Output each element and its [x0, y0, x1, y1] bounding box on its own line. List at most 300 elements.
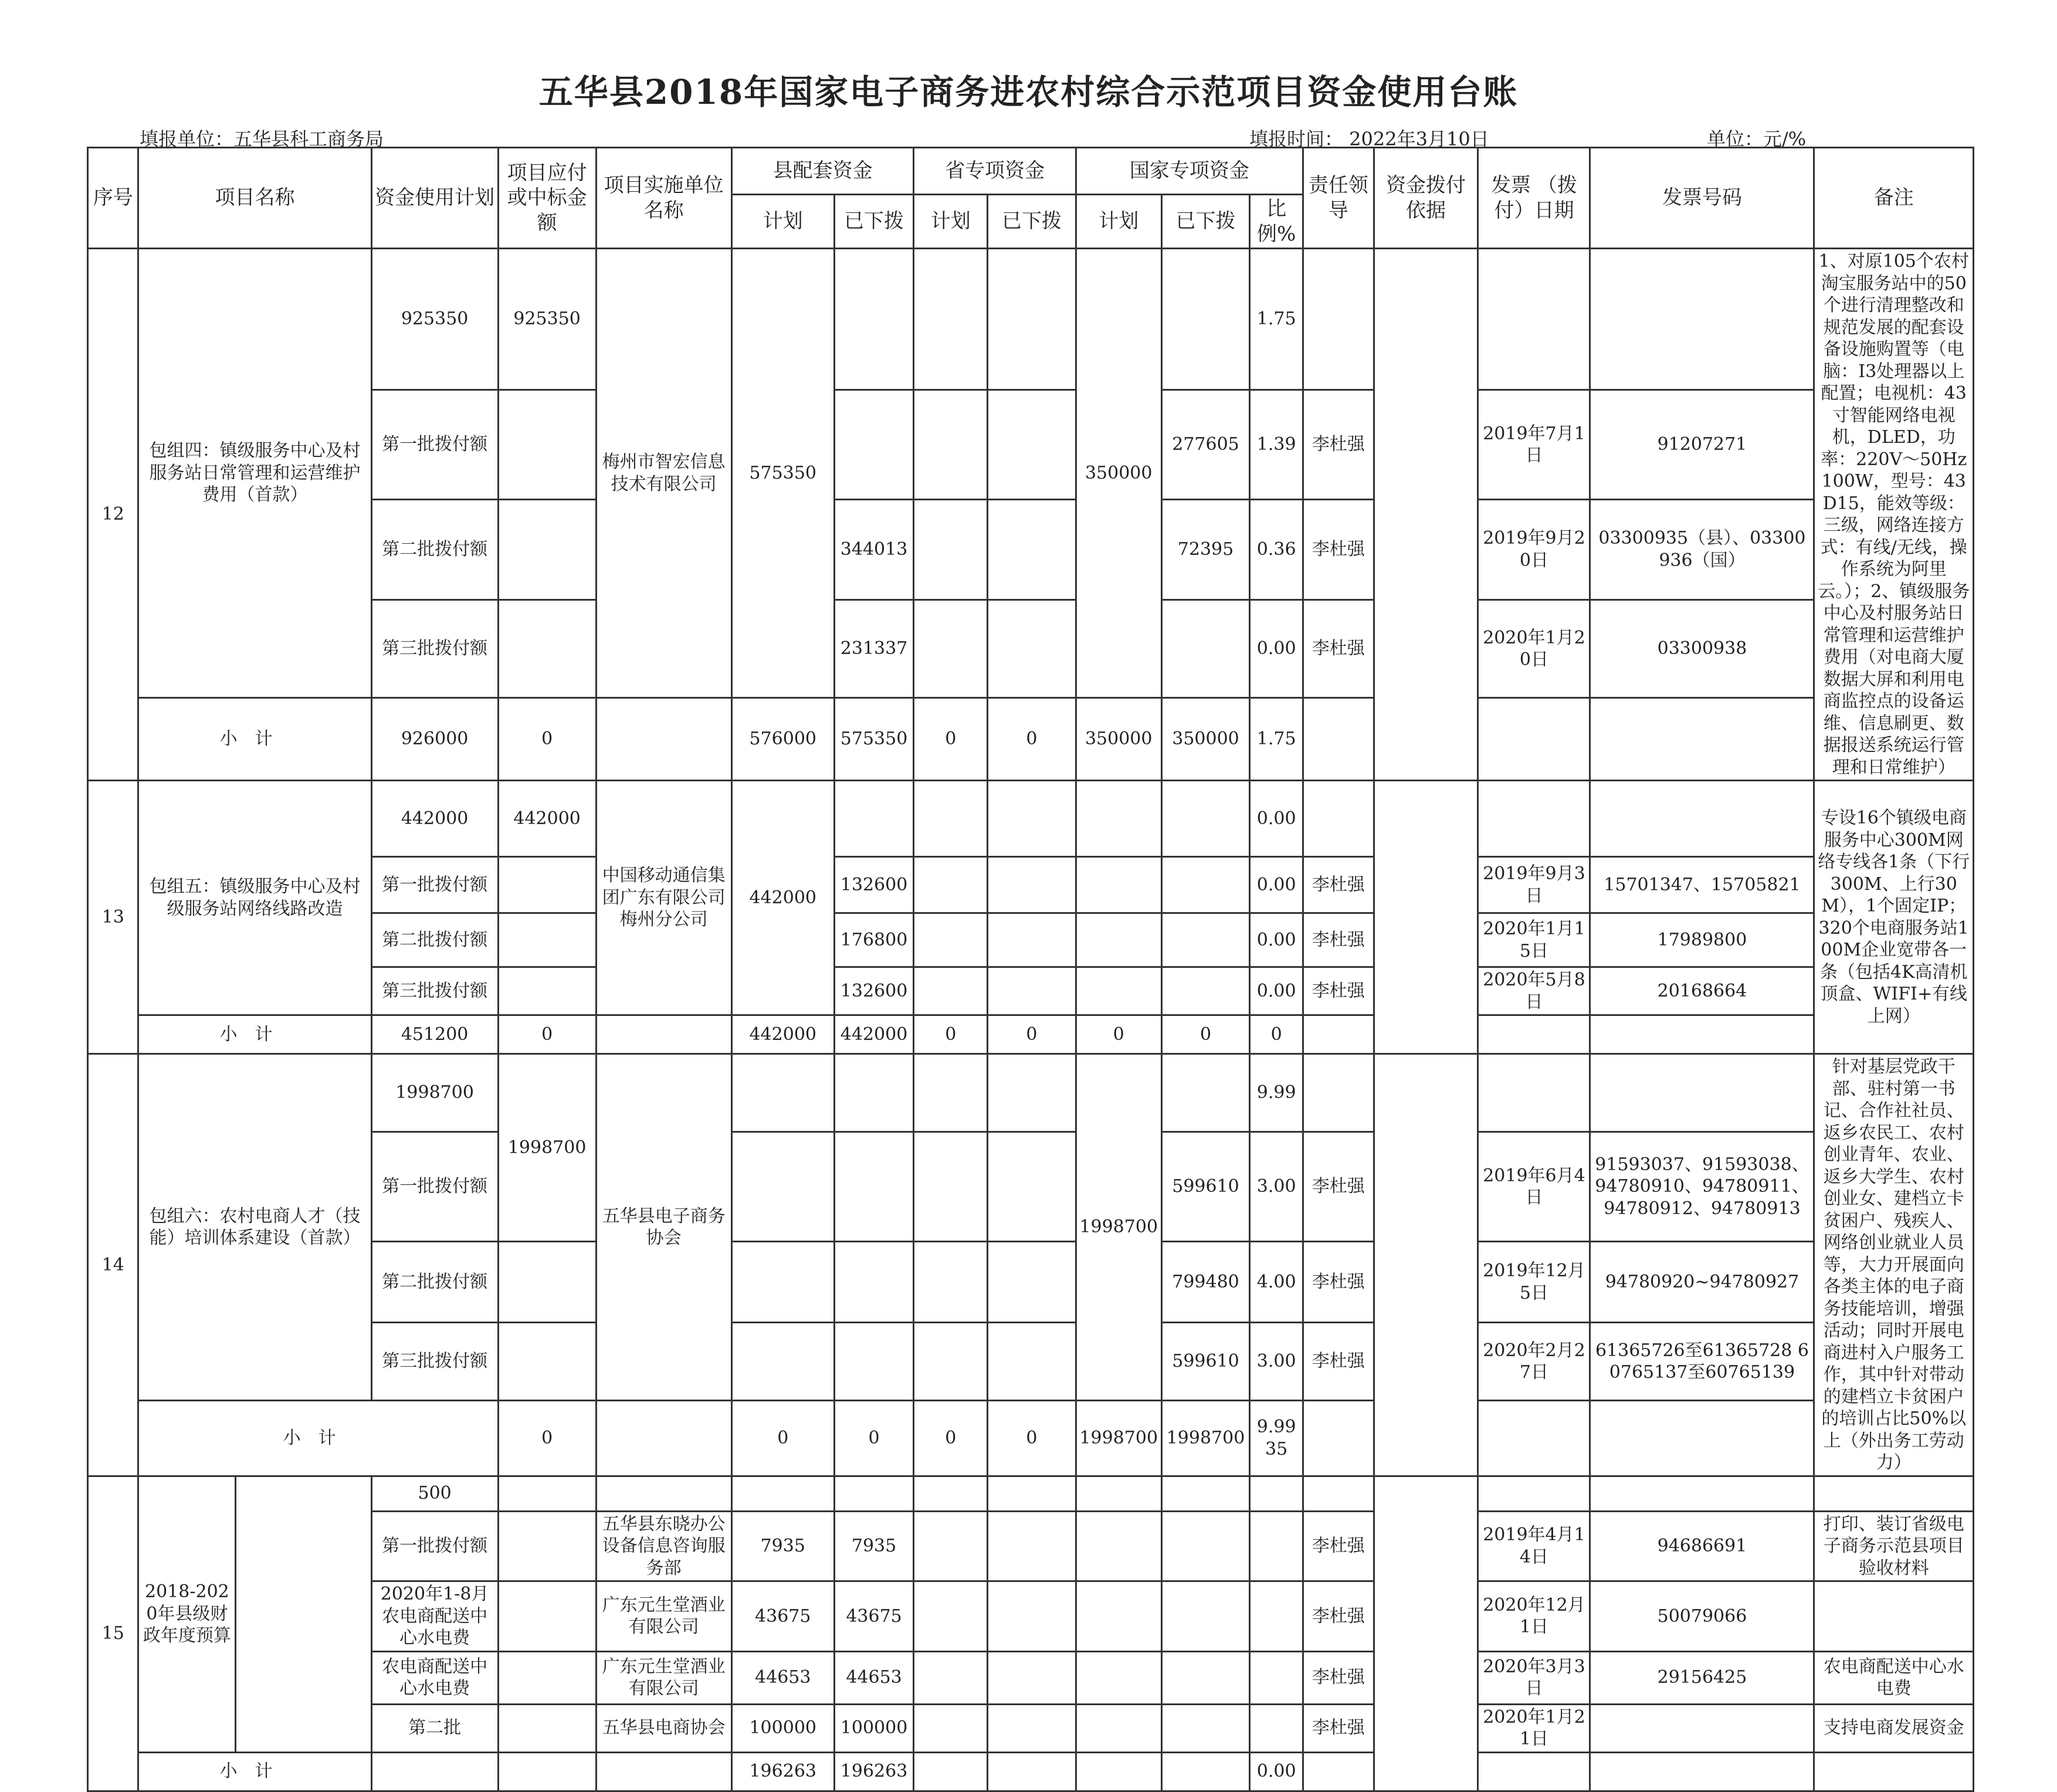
subtotal-label: 小计: [138, 698, 371, 781]
leader-cell: 李杜强: [1303, 967, 1374, 1015]
province-paid-cell: [988, 1242, 1076, 1323]
county-plan-cell: 43675: [731, 1581, 834, 1652]
county-paid-cell: [834, 1476, 914, 1511]
national-paid-cell: [1161, 249, 1250, 390]
national-paid-cell: [1161, 1704, 1250, 1752]
bid-cell: 0: [498, 1401, 596, 1476]
invoice-no-cell: 94780920~94780927: [1590, 1242, 1814, 1323]
invoice-no-cell: 17989800: [1590, 913, 1814, 967]
invoice-no-cell: 03300938: [1590, 599, 1814, 697]
header-county-fund: 县配套资金: [731, 148, 914, 195]
ratio-cell: 0.36: [1250, 499, 1303, 599]
subtotal-label: 小计: [138, 1015, 371, 1054]
province-paid-cell: [988, 913, 1076, 967]
county-plan-cell: 442000: [731, 1015, 834, 1054]
province-plan-cell: [914, 1132, 988, 1242]
ratio-cell: [1250, 1511, 1303, 1581]
invoice-no-cell: 29156425: [1590, 1651, 1814, 1704]
subtotal-row: [88, 698, 1974, 781]
leader-cell: [1303, 698, 1374, 781]
national-plan-cell: 1998700: [1076, 1401, 1161, 1476]
province-plan-cell: [914, 857, 988, 913]
batch-label: 第一批拨付额: [371, 1132, 498, 1242]
leader-cell: 李杜强: [1303, 1651, 1374, 1704]
header-national-fund: 国家专项资金: [1076, 148, 1303, 195]
national-plan-cell: [1076, 781, 1161, 857]
org-cell: [596, 1476, 731, 1511]
batch-label: 第三批拨付额: [371, 1322, 498, 1400]
basis-cell: [1374, 1476, 1478, 1791]
invoice-date-cell: 2020年5月8日: [1478, 967, 1590, 1015]
bid-cell: 0: [498, 1015, 596, 1054]
seq-cell: 13: [88, 781, 138, 1054]
province-paid-cell: [988, 249, 1076, 390]
county-paid-cell: [834, 1132, 914, 1242]
county-paid-cell: 575350: [834, 698, 914, 781]
org-cell: 广东元生堂酒业有限公司: [596, 1651, 731, 1704]
national-plan-cell: [1076, 1581, 1161, 1652]
bid-cell: [498, 499, 596, 599]
plan-cell: 925350: [371, 249, 498, 390]
province-plan-cell: [914, 1651, 988, 1704]
county-paid-cell: 132600: [834, 967, 914, 1015]
national-plan-cell: [1076, 857, 1161, 913]
county-paid-cell: 442000: [834, 1015, 914, 1054]
org-cell: 五华县电子商务协会: [596, 1054, 731, 1401]
leader-cell: 李杜强: [1303, 1511, 1374, 1581]
header-invoice-no: 发票号码: [1590, 148, 1814, 249]
report-date: 填报时间： 2022年3月10日: [1249, 128, 1489, 150]
table-row: [88, 781, 1974, 857]
seq-cell: 15: [88, 1476, 138, 1791]
national-paid-cell: [1161, 599, 1250, 697]
remark-cell: 打印、装订省级电子商务示范县项目验收材料: [1814, 1511, 1974, 1581]
county-plan-cell: 442000: [731, 781, 834, 1015]
header-county-plan: 计划: [731, 195, 834, 249]
ratio-cell: 1.39: [1250, 390, 1303, 499]
invoice-date-cell: 2019年9月3日: [1478, 857, 1590, 913]
county-plan-cell: [731, 1132, 834, 1242]
subtotal-label: 小计: [138, 1401, 498, 1476]
invoice-date-cell: 2019年9月20日: [1478, 499, 1590, 599]
invoice-no-cell: 94686691: [1590, 1511, 1814, 1581]
province-plan-cell: [914, 249, 988, 390]
invoice-no-cell: [1590, 1476, 1814, 1511]
invoice-no-cell: 15701347、15705821: [1590, 857, 1814, 913]
subtotal-row: [88, 1752, 1974, 1791]
batch-label: 第二批拨付额: [371, 499, 498, 599]
batch-label: 第二批: [371, 1704, 498, 1752]
seq-cell: 12: [88, 249, 138, 781]
plan-cell: 451200: [371, 1015, 498, 1054]
org-cell: 中国移动通信集团广东有限公司梅州分公司: [596, 781, 731, 1015]
header-leader: 责任领导: [1303, 148, 1374, 249]
bid-cell: [498, 390, 596, 499]
invoice-no-cell: [1590, 1752, 1814, 1791]
county-plan-cell: 575350: [731, 249, 834, 698]
ratio-cell: 0.00: [1250, 913, 1303, 967]
province-paid-cell: [988, 1054, 1076, 1132]
header-national-ratio: 比例%: [1250, 195, 1303, 249]
invoice-date-cell: [1478, 1752, 1590, 1791]
org-cell: [596, 698, 731, 781]
batch-label: 2020年1-8月农电商配送中心水电费: [371, 1581, 498, 1652]
national-plan-cell: [1076, 1704, 1161, 1752]
invoice-no-cell: [1590, 698, 1814, 781]
project-name: 2018-2020年县级财政年度预算: [138, 1476, 236, 1752]
national-paid-cell: [1161, 913, 1250, 967]
national-paid-cell: [1161, 1581, 1250, 1652]
invoice-date-cell: [1478, 249, 1590, 390]
bid-cell: 442000: [498, 781, 596, 857]
project-name: 包组六：农村电商人才（技能）培训体系建设（首款）: [138, 1054, 371, 1401]
ratio-cell: 3.00: [1250, 1322, 1303, 1400]
leader-cell: [1303, 1401, 1374, 1476]
leader-cell: [1303, 1476, 1374, 1511]
invoice-no-cell: [1590, 1015, 1814, 1054]
ratio-cell: 0.00: [1250, 967, 1303, 1015]
bid-cell: [498, 1651, 596, 1704]
leader-cell: 李杜强: [1303, 1322, 1374, 1400]
province-paid-cell: [988, 967, 1076, 1015]
national-paid-cell: [1161, 967, 1250, 1015]
plan-cell: 442000: [371, 781, 498, 857]
invoice-no-cell: [1590, 249, 1814, 390]
bid-cell: 0: [498, 698, 596, 781]
national-paid-cell: 799480: [1161, 1242, 1250, 1323]
bid-cell: [498, 1322, 596, 1400]
table-row: [88, 1476, 1974, 1511]
national-paid-cell: [1161, 1651, 1250, 1704]
header-seq: 序号: [88, 148, 138, 249]
county-paid-cell: 0: [834, 1401, 914, 1476]
national-paid-cell: [1161, 857, 1250, 913]
ratio-cell: 3.00: [1250, 1132, 1303, 1242]
national-plan-cell: 0: [1076, 1015, 1161, 1054]
county-plan-cell: 44653: [731, 1651, 834, 1704]
ratio-cell: 0.00: [1250, 1752, 1303, 1791]
header-remark: 备注: [1814, 148, 1974, 249]
header-org: 项目实施单位名称: [596, 148, 731, 249]
national-paid-cell: 350000: [1161, 698, 1250, 781]
currency-unit: 单位：元/%: [1707, 128, 1807, 150]
leader-cell: [1303, 781, 1374, 857]
county-paid-cell: 196263: [834, 1752, 914, 1791]
national-paid-cell: 277605: [1161, 390, 1250, 499]
county-plan-cell: [731, 1476, 834, 1511]
batch-label: 第二批拨付额: [371, 913, 498, 967]
invoice-date-cell: [1478, 781, 1590, 857]
province-plan-cell: [914, 967, 988, 1015]
province-paid-cell: [988, 1752, 1076, 1791]
ratio-cell: 9.99: [1250, 1054, 1303, 1132]
county-plan-cell: 0: [731, 1401, 834, 1476]
invoice-date-cell: [1478, 698, 1590, 781]
county-paid-cell: [834, 781, 914, 857]
county-paid-cell: 44653: [834, 1651, 914, 1704]
ratio-cell: 0.00: [1250, 857, 1303, 913]
province-plan-cell: [914, 1054, 988, 1132]
seq-cell: 14: [88, 1054, 138, 1476]
province-plan-cell: [914, 1704, 988, 1752]
county-paid-cell: 132600: [834, 857, 914, 913]
bid-cell: [498, 1511, 596, 1581]
bid-cell: [498, 1242, 596, 1323]
invoice-date-cell: 2020年1月21日: [1478, 1704, 1590, 1752]
bid-cell: [498, 1476, 596, 1511]
invoice-date-cell: [1478, 1054, 1590, 1132]
plan-cell: 1998700: [371, 1054, 498, 1132]
invoice-date-cell: 2019年6月4日: [1478, 1132, 1590, 1242]
header-national-plan: 计划: [1076, 195, 1161, 249]
county-paid-cell: 231337: [834, 599, 914, 697]
org-cell: 梅州市智宏信息技术有限公司: [596, 249, 731, 698]
national-plan-cell: 350000: [1076, 698, 1161, 781]
county-paid-cell: [834, 1242, 914, 1323]
leader-cell: 李杜强: [1303, 390, 1374, 499]
national-paid-cell: [1161, 781, 1250, 857]
province-paid-cell: [988, 1511, 1076, 1581]
county-paid-cell: 176800: [834, 913, 914, 967]
subtotal-row: [88, 1015, 1974, 1054]
project-name: 包组四：镇级服务中心及村服务站日常管理和运营维护费用（首款）: [138, 249, 371, 698]
org-cell: 五华县东晓办公设备信息咨询服务部: [596, 1511, 731, 1581]
org-cell: 五华县电商协会: [596, 1704, 731, 1752]
remark-cell: [1814, 1581, 1974, 1652]
ratio-cell: [1250, 1476, 1303, 1511]
header-national-paid: 已下拨: [1161, 195, 1250, 249]
org-cell: [596, 1752, 731, 1791]
province-paid-cell: [988, 499, 1076, 599]
leader-cell: 李杜强: [1303, 857, 1374, 913]
province-plan-cell: [914, 1322, 988, 1400]
batch-label: 第一批拨付额: [371, 390, 498, 499]
province-plan-cell: [914, 1476, 988, 1511]
org-cell: [596, 1401, 731, 1476]
province-plan-cell: 0: [914, 1401, 988, 1476]
county-paid-cell: 344013: [834, 499, 914, 599]
header-province-plan: 计划: [914, 195, 988, 249]
invoice-no-cell: 61365726至61365728 60765137至60765139: [1590, 1322, 1814, 1400]
province-paid-cell: 0: [988, 1401, 1076, 1476]
county-plan-cell: [731, 1242, 834, 1323]
batch-label: 第二批拨付额: [371, 1242, 498, 1323]
header-basis: 资金拨付依据: [1374, 148, 1478, 249]
project-name: 包组五：镇级服务中心及村级服务站网络线路改造: [138, 781, 371, 1015]
invoice-date-cell: 2020年12月1日: [1478, 1581, 1590, 1652]
national-paid-cell: 0: [1161, 1015, 1250, 1054]
national-plan-cell: [1076, 913, 1161, 967]
county-paid-cell: [834, 1054, 914, 1132]
ratio-cell: 4.00: [1250, 1242, 1303, 1323]
plan-cell: 500: [371, 1476, 498, 1511]
bid-cell: [498, 1581, 596, 1652]
leader-cell: 李杜强: [1303, 599, 1374, 697]
leader-cell: [1303, 1015, 1374, 1054]
invoice-date-cell: 2020年2月27日: [1478, 1322, 1590, 1400]
invoice-date-cell: [1478, 1401, 1590, 1476]
invoice-no-cell: 50079066: [1590, 1581, 1814, 1652]
bid-cell: [498, 857, 596, 913]
bid-cell: [498, 967, 596, 1015]
leader-cell: [1303, 249, 1374, 390]
basis-cell: [1374, 249, 1478, 781]
basis-cell: [1374, 781, 1478, 1054]
national-plan-cell: 350000: [1076, 249, 1161, 698]
leader-cell: [1303, 1054, 1374, 1132]
batch-label: 农电商配送中心水电费: [371, 1651, 498, 1704]
remark-cell: 专设16个镇级电商服务中心300M网络专线各1条（下行300M、上行30M），1个固定IP；320个电商服务站100M企业宽带各一条（包括4K高清机顶盒、WIFI+有线上网）: [1814, 781, 1974, 1054]
province-plan-cell: [914, 1242, 988, 1323]
national-paid-cell: [1161, 1752, 1250, 1791]
county-paid-cell: 43675: [834, 1581, 914, 1652]
county-paid-cell: [834, 1322, 914, 1400]
plan-cell: [371, 1752, 498, 1791]
leader-cell: 李杜强: [1303, 1132, 1374, 1242]
bid-cell: [498, 1704, 596, 1752]
remark-cell: 支持电商发展资金: [1814, 1704, 1974, 1752]
province-paid-cell: [988, 599, 1076, 697]
invoice-no-cell: [1590, 1054, 1814, 1132]
province-plan-cell: [914, 1511, 988, 1581]
bid-cell: [498, 913, 596, 967]
remark-cell: [1814, 1752, 1974, 1791]
ratio-cell: 0.00: [1250, 781, 1303, 857]
leader-cell: 李杜强: [1303, 1704, 1374, 1752]
province-paid-cell: [988, 1476, 1076, 1511]
province-paid-cell: [988, 781, 1076, 857]
province-plan-cell: [914, 499, 988, 599]
remark-cell: 农电商配送中心水电费: [1814, 1651, 1974, 1704]
table-row: [88, 1054, 1974, 1132]
leader-cell: 李杜强: [1303, 1242, 1374, 1323]
remark-cell: 1、对原105个农村淘宝服务站中的50个进行清理整改和规范发展的配套设备设施购置等（电脑：I3处理器以上配置；电视机：43寸智能网络电视机，DLED，功率：220V～50Hz 100W，型号：43D15，能效等级：三级，网络连接方式：有线/无线，操作系统为阿里云。）；2、镇级服务中心及村服务站日常管理和运营维护费用（对电商大厦数据大屏和利用电商监控点的设备运维、信息刷更、数据报送系统运行管理和日常维护）: [1814, 249, 1974, 781]
ratio-cell: [1250, 1704, 1303, 1752]
province-paid-cell: [988, 857, 1076, 913]
ratio-cell: 1.75: [1250, 698, 1303, 781]
invoice-no-cell: 91593037、91593038、94780910、94780911、94780912、94780913: [1590, 1132, 1814, 1242]
page-title: 五华县2018年国家电子商务进农村综合示范项目资金使用台账: [538, 72, 1519, 112]
national-plan-cell: 1998700: [1076, 1054, 1161, 1401]
province-paid-cell: [988, 1322, 1076, 1400]
invoice-date-cell: 2019年7月1日: [1478, 390, 1590, 499]
ratio-cell: [1250, 1581, 1303, 1652]
province-plan-cell: [914, 599, 988, 697]
province-plan-cell: [914, 1752, 988, 1791]
national-paid-cell: [1161, 1476, 1250, 1511]
leader-cell: [1303, 1752, 1374, 1791]
batch-label: 第三批拨付额: [371, 967, 498, 1015]
province-plan-cell: [914, 781, 988, 857]
header-project-name: 项目名称: [138, 148, 371, 249]
national-paid-cell: 72395: [1161, 499, 1250, 599]
national-plan-cell: [1076, 1511, 1161, 1581]
fund-ledger-table: [87, 147, 1974, 1792]
ratio-cell: 0.00: [1250, 599, 1303, 697]
ratio-cell: 9.9935: [1250, 1401, 1303, 1476]
invoice-no-cell: 91207271: [1590, 390, 1814, 499]
county-plan-cell: 196263: [731, 1752, 834, 1791]
remark-cell: 针对基层党政干部、驻村第一书记、合作社社员、返乡农民工、农村创业青年、农业、返乡大学生、农村创业女、建档立卡贫困户、残疾人、网络创业就业人员等，大力开展面向各类主体的电子商务技能培训，增强活动；同时开展电商进村入户服务工作，其中针对带动的建档立卡贫困户的培训占比50%以上（外出务工劳动力）: [1814, 1054, 1974, 1476]
province-paid-cell: [988, 390, 1076, 499]
ratio-cell: 1.75: [1250, 249, 1303, 390]
invoice-date-cell: [1478, 1476, 1590, 1511]
invoice-no-cell: 20168664: [1590, 967, 1814, 1015]
national-plan-cell: [1076, 1476, 1161, 1511]
header-county-paid: 已下拨: [834, 195, 914, 249]
province-plan-cell: 0: [914, 698, 988, 781]
county-plan-cell: 100000: [731, 1704, 834, 1752]
header-province-paid: 已下拨: [988, 195, 1076, 249]
bid-cell: 925350: [498, 249, 596, 390]
invoice-no-cell: [1590, 1401, 1814, 1476]
province-plan-cell: [914, 1581, 988, 1652]
leader-cell: 李杜强: [1303, 499, 1374, 599]
province-paid-cell: [988, 1132, 1076, 1242]
county-paid-cell: 7935: [834, 1511, 914, 1581]
remark-cell: [1814, 1476, 1974, 1511]
national-plan-cell: [1076, 1651, 1161, 1704]
province-paid-cell: 0: [988, 698, 1076, 781]
reporting-unit: 填报单位：五华县科工商务局: [140, 128, 384, 150]
subtotal-label: 小计: [138, 1752, 371, 1791]
header-plan: 资金使用计划: [371, 148, 498, 249]
header-bid-amount: 项目应付或中标金额: [498, 148, 596, 249]
plan-cell: 926000: [371, 698, 498, 781]
province-plan-cell: 0: [914, 1015, 988, 1054]
county-paid-cell: 100000: [834, 1704, 914, 1752]
invoice-date-cell: [1478, 1015, 1590, 1054]
batch-label: 第一批拨付额: [371, 857, 498, 913]
org-cell: 广东元生堂酒业有限公司: [596, 1581, 731, 1652]
header-province-fund: 省专项资金: [914, 148, 1076, 195]
subtotal-row: [88, 1401, 1974, 1476]
county-paid-cell: [834, 390, 914, 499]
bid-cell: [498, 1752, 596, 1791]
invoice-date-cell: 2020年3月3日: [1478, 1651, 1590, 1704]
national-paid-cell: 1998700: [1161, 1401, 1250, 1476]
invoice-no-cell: [1590, 1704, 1814, 1752]
batch-label: 第一批拨付额: [371, 1511, 498, 1581]
invoice-date-cell: 2020年1月20日: [1478, 599, 1590, 697]
county-plan-cell: 576000: [731, 698, 834, 781]
header-invoice-date: 发票 （拨付）日期: [1478, 148, 1590, 249]
bid-cell: [498, 599, 596, 697]
ratio-cell: 0: [1250, 1015, 1303, 1054]
national-paid-cell: [1161, 1054, 1250, 1132]
sub-name-cell: [236, 1476, 371, 1752]
bid-cell: 1998700: [498, 1054, 596, 1242]
national-paid-cell: 599610: [1161, 1132, 1250, 1242]
invoice-no-cell: 03300935（县）、03300936（国）: [1590, 499, 1814, 599]
basis-cell: [1374, 1054, 1478, 1476]
province-paid-cell: 0: [988, 1015, 1076, 1054]
national-paid-cell: [1161, 1511, 1250, 1581]
invoice-no-cell: [1590, 781, 1814, 857]
invoice-date-cell: 2019年12月5日: [1478, 1242, 1590, 1323]
province-paid-cell: [988, 1704, 1076, 1752]
county-paid-cell: [834, 249, 914, 390]
national-plan-cell: [1076, 1752, 1161, 1791]
province-plan-cell: [914, 913, 988, 967]
batch-label: 第三批拨付额: [371, 599, 498, 697]
leader-cell: 李杜强: [1303, 913, 1374, 967]
province-paid-cell: [988, 1581, 1076, 1652]
county-plan-cell: 7935: [731, 1511, 834, 1581]
invoice-date-cell: 2020年1月15日: [1478, 913, 1590, 967]
leader-cell: 李杜强: [1303, 1581, 1374, 1652]
province-paid-cell: [988, 1651, 1076, 1704]
